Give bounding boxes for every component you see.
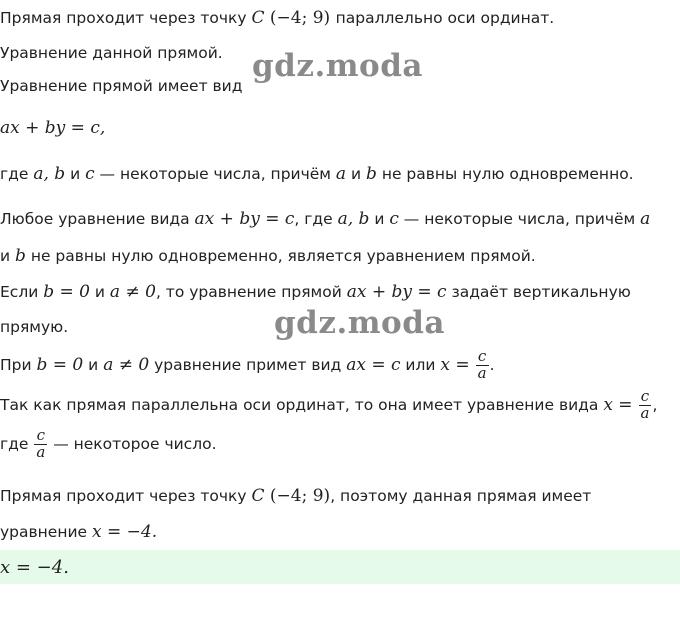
line-13: Прямая проходит через точку C (−4; 9), поэтому данная прямая имеет	[0, 486, 592, 506]
answer-equation: x = −4.	[0, 557, 69, 578]
line-14: уравнение x = −4.	[0, 522, 158, 542]
equation-general: ax + by = c,	[0, 118, 106, 138]
line-10: При b = 0 и a ≠ 0 уравнение примет вид ax = c или x = $\frac{c}{a}$ .	[0, 347, 495, 382]
fraction-c-over-a: $\frac{c}{a}$	[640, 387, 650, 422]
line-2: Уравнение данной прямой.	[0, 44, 223, 62]
answer-box	[0, 550, 680, 584]
line-7: и b не равны нулю одновременно, является уравнением прямой.	[0, 246, 536, 266]
line-8: Если b = 0 и a ≠ 0, то уравнение прямой ax + by = c задаёт вертикальную	[0, 282, 631, 302]
fraction-c-over-a: $\frac{c}{a}$	[36, 426, 46, 461]
line-9: прямую.	[0, 318, 69, 336]
line-11: Так как прямая параллельна оси ординат, то она имеет уравнение вида x = $\frac{c}{a}$ ,	[0, 387, 658, 422]
fraction-c-over-a: $\frac{c}{a}$	[477, 347, 487, 382]
watermark-2: gdz.moda	[274, 305, 445, 341]
watermark-1: gdz.moda	[252, 48, 423, 84]
line-6: Любое уравнение вида ax + by = c, где a, b и c — некоторые числа, причём a	[0, 209, 651, 229]
line-1: Прямая проходит через точку C (−4; 9) параллельно оси ординат.	[0, 8, 555, 28]
line-5: где a, b и c — некоторые числа, причём a и b не равны нулю одновременно.	[0, 164, 634, 184]
line-12: где $\frac{c}{a}$ — некоторое число.	[0, 426, 217, 461]
line-3: Уравнение прямой имеет вид	[0, 77, 243, 95]
